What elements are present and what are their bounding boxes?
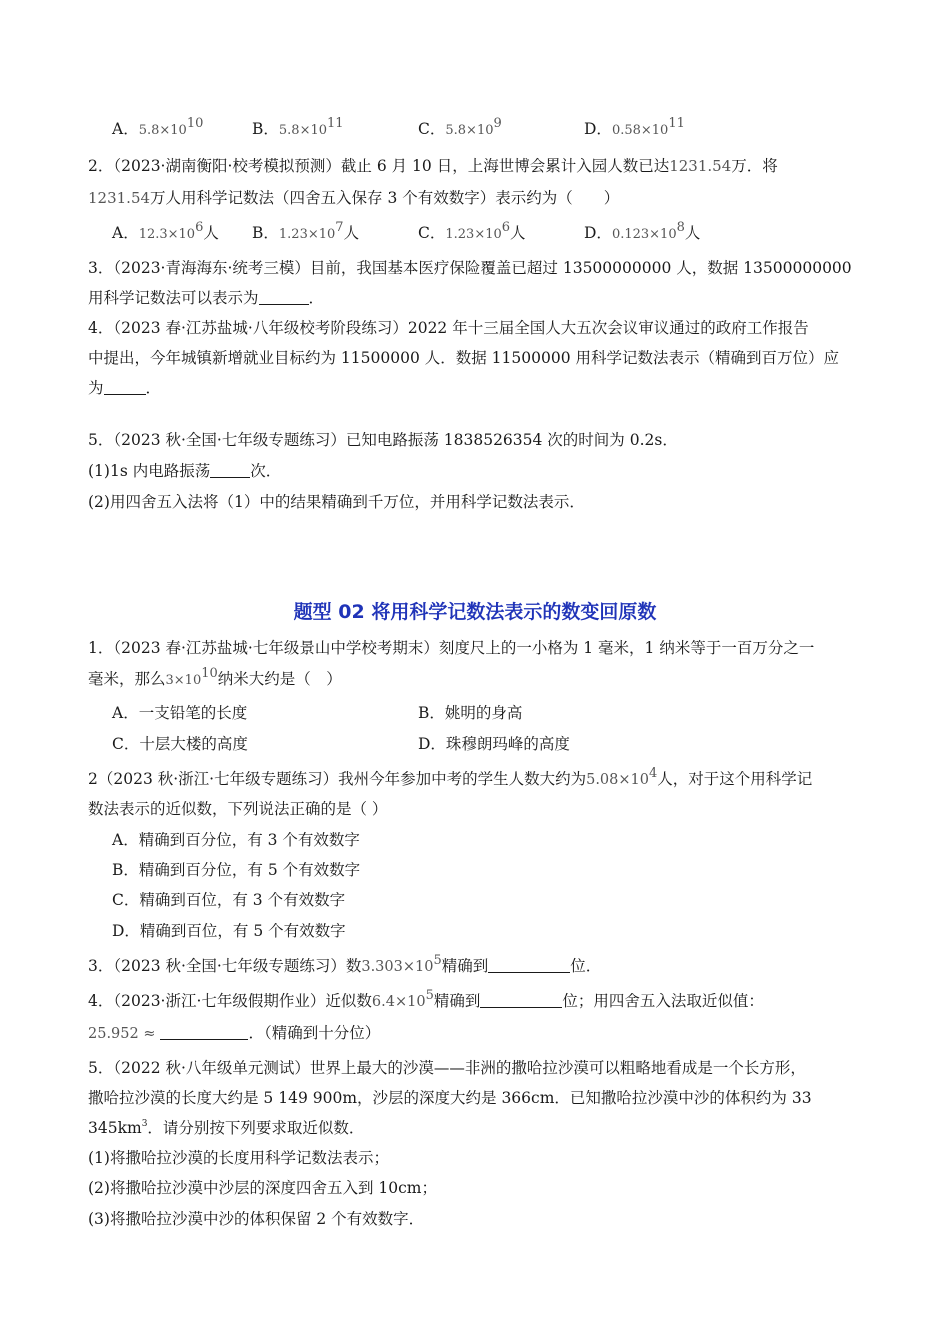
s2-q1-option-c: C．十层大楼的高度 (112, 735, 248, 753)
s2-question-5-line-1: 5．（2022 秋·八年级单元测试）世界上最大的沙漠——非洲的撒哈拉沙漠可以粗略地看成是一个长方形， (88, 1059, 806, 1077)
question-4-line-1: 4．（2023 春·江苏盐城·八年级校考阶段练习）2022 年十三届全国人大五次会议审议通过的政府工作报告 (88, 319, 809, 337)
answer-blank[interactable] (104, 378, 146, 395)
s2-question-5-line-2: 撒哈拉沙漠的长度大约是 5 149 900m，沙层的深度大约是 366cm．已知撒哈拉沙漠中沙的体积约为 33 (88, 1089, 812, 1107)
s2-question-5-line-6: (3)将撒哈拉沙漠中沙的体积保留 2 个有效数字． (88, 1210, 425, 1228)
s2-q1-option-d: D．珠穆朗玛峰的高度 (418, 735, 570, 753)
s2-question-5-line-3: $345km^3$．请分别按下列要求取近似数． (88, 1119, 365, 1137)
question-2-line-1: 2．（2023·湖南衡阳·校考模拟预测）截止 6 月 10 日，上海世博会累计入园人数已达1231.54万．将 (88, 157, 778, 175)
s2-q2-option-b: B．精确到百分位，有 5 个有效数字 (112, 861, 361, 879)
question-3-line-1: 3．（2023·青海海东·统考三模）目前，我国基本医疗保险覆盖已超过 13500000000 人，数据 13500000000 (88, 259, 852, 277)
s2-q2-option-a: A．精确到百分位，有 3 个有效数字 (112, 831, 360, 849)
option-b: B．$5.8\times 10^{11}$ (252, 116, 344, 138)
section-title: 题型 02 将用科学记数法表示的数变回原数 (293, 601, 657, 623)
option-a: A．$5.8\times 10^{10}$ (112, 116, 204, 138)
answer-blank[interactable] (259, 288, 309, 305)
q2-option-d: D．$0.123\times 10^8$人 (584, 220, 701, 242)
s2-question-1-line-2: 毫米，那么$3\times 10^{10}$纳米大约是（ ） (88, 666, 342, 688)
answer-blank[interactable] (480, 991, 562, 1008)
s2-q2-option-c: C．精确到百位，有 3 个有效数字 (112, 891, 346, 909)
q2-option-c: C．$1.23\times 10^6$人 (418, 220, 526, 242)
s2-question-1-line-1: 1．（2023 春·江苏盐城·七年级景山中学校考期末）刻度尺上的一小格为 1 毫米，1 纳米等于一百万分之一 (88, 639, 815, 657)
s2-question-5-line-5: (2)将撒哈拉沙漠中沙层的深度四舍五入到 10cm； (88, 1179, 437, 1197)
question-5-line-3: (2)用四舍五入法将（1）中的结果精确到千万位，并用科学记数法表示． (88, 493, 585, 511)
s2-question-3: 3．（2023 秋·全国·七年级专题练习）数$3.303\times 10^5$精确到 位． (88, 953, 602, 975)
question-5-line-2: (1)1s 内电路振荡 次． (88, 462, 282, 480)
s2-question-2-line-2: 数法表示的近似数，下列说法正确的是（ ） (88, 800, 388, 818)
answer-blank[interactable] (488, 956, 570, 973)
question-3-line-2: 用科学记数法可以表示为 ． (88, 289, 325, 307)
s2-question-2-line-1: 2（2023 秋·浙江·七年级专题练习）我州今年参加中考的学生人数大约为$5.08\times 10^4$人，对于这个用科学记 (88, 766, 813, 788)
q2-option-b: B．$1.23\times 10^7$人 (252, 220, 360, 242)
question-5-line-1: 5．（2023 秋·全国·七年级专题练习）已知电路振荡 1838526354 次的时间为 0.2s． (88, 431, 678, 449)
question-4-line-3: 为 ． (88, 379, 162, 397)
s2-question-5-line-4: (1)将撒哈拉沙漠的长度用科学记数法表示； (88, 1149, 389, 1167)
s2-question-4-line-2: 25.952 ≈ ．（精确到十分位） (88, 1024, 381, 1042)
s2-q2-option-d: D．精确到百位，有 5 个有效数字 (112, 922, 346, 940)
question-4-line-2: 中提出，今年城镇新增就业目标约为 11500000 人．数据 11500000 用科学记数法表示（精确到百万位）应 (88, 349, 839, 367)
answer-blank[interactable] (160, 1023, 248, 1040)
q2-option-a: A．$12.3\times 10^6$人 (112, 220, 219, 242)
question-2-line-2: 1231.54万人用科学记数法（四舍五入保存 3 个有效数字）表示约为（ ） (88, 189, 620, 207)
option-c: C．$5.8\times 10^9$ (418, 116, 502, 138)
option-d: D．$0.58\times 10^{11}$ (584, 116, 685, 138)
s2-question-4-line-1: 4．（2023·浙江·七年级假期作业）近似数$6.4\times 10^5$精确到 位；用四舍五入法取近似值： (88, 988, 764, 1010)
s2-q1-option-a: A．一支铅笔的长度 (112, 704, 248, 722)
s2-q1-option-b: B．姚明的身高 (418, 704, 523, 722)
answer-blank[interactable] (210, 461, 250, 478)
